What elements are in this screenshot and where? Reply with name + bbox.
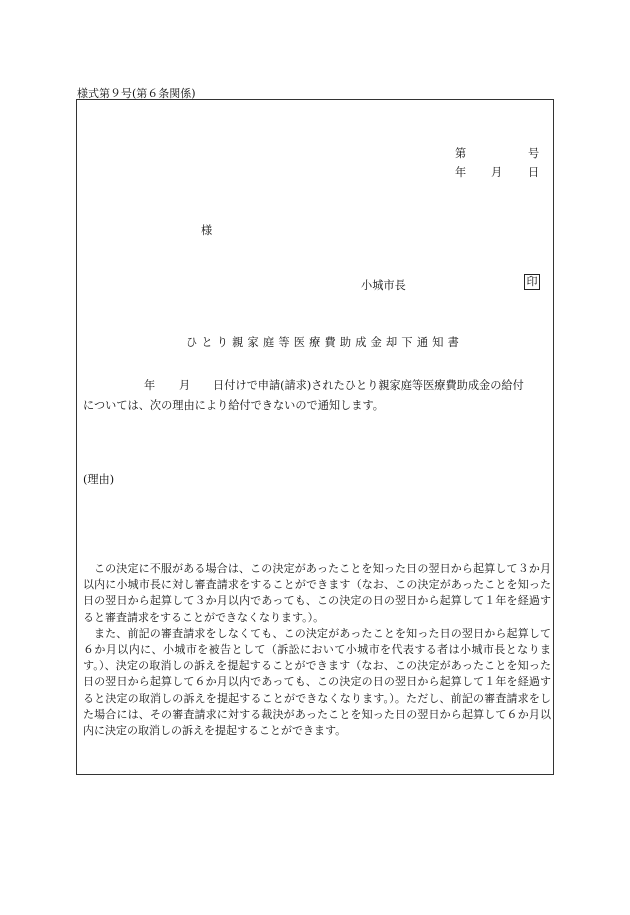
seal-mark: 印 <box>524 274 540 290</box>
number-prefix: 第 <box>455 147 467 160</box>
intro-month: 月 <box>179 379 191 392</box>
reason-label: (理由) <box>83 473 115 486</box>
form-label: 様式第９号(第６条関係) <box>77 87 196 100</box>
issuer-name: 小城市長 <box>361 279 406 292</box>
intro-year: 年 <box>144 379 156 392</box>
appeal-notice <box>83 561 551 739</box>
date-year: 年 <box>455 166 467 179</box>
document-title: ひとり親家庭等医療費助成金却下通知書 <box>186 336 463 349</box>
intro-line-2: については、次の理由により給付できないので通知します。 <box>83 399 384 412</box>
date-day: 日 <box>528 166 540 179</box>
intro-line-1-text: 日付けで申請(請求)されたひとり親家庭等医療費助成金の給付 <box>213 379 524 392</box>
appeal-paragraph-1: この決定に不服がある場合は、この決定があったことを知った日の翌日から起算して３か月以内に小城市長に対し審査請求をすることができます（なお、この決定があったことを知った日の翌日から起算して３か月以内であっても、この決定の日の翌日から起算して１年を経過すると審査請求をすることができなくなります。）。 <box>83 562 551 624</box>
date-month: 月 <box>491 166 503 179</box>
number-suffix: 号 <box>528 147 540 160</box>
addressee-suffix: 様 <box>201 224 213 237</box>
appeal-paragraph-2: また、前記の審査請求をしなくても、この決定があったことを知った日の翌日から起算して６か月以内に、小城市を被告として（訴訟において小城市を代表する者は小城市長となります。）、決定の取消しの訴えを提起することができます（なお、この決定があったことを知った日の翌日から起算して６か月以内であっても、この決定の日の翌日から起算して１年を経過すると決定の取消しの訴えを提起することができなくなります。）。ただし、前記の審査請求をした場合には、その審査請求に対する裁決があったことを知った日の翌日から起算して６か月以内に決定の取消しの訴えを提起することができます。 <box>83 626 551 738</box>
